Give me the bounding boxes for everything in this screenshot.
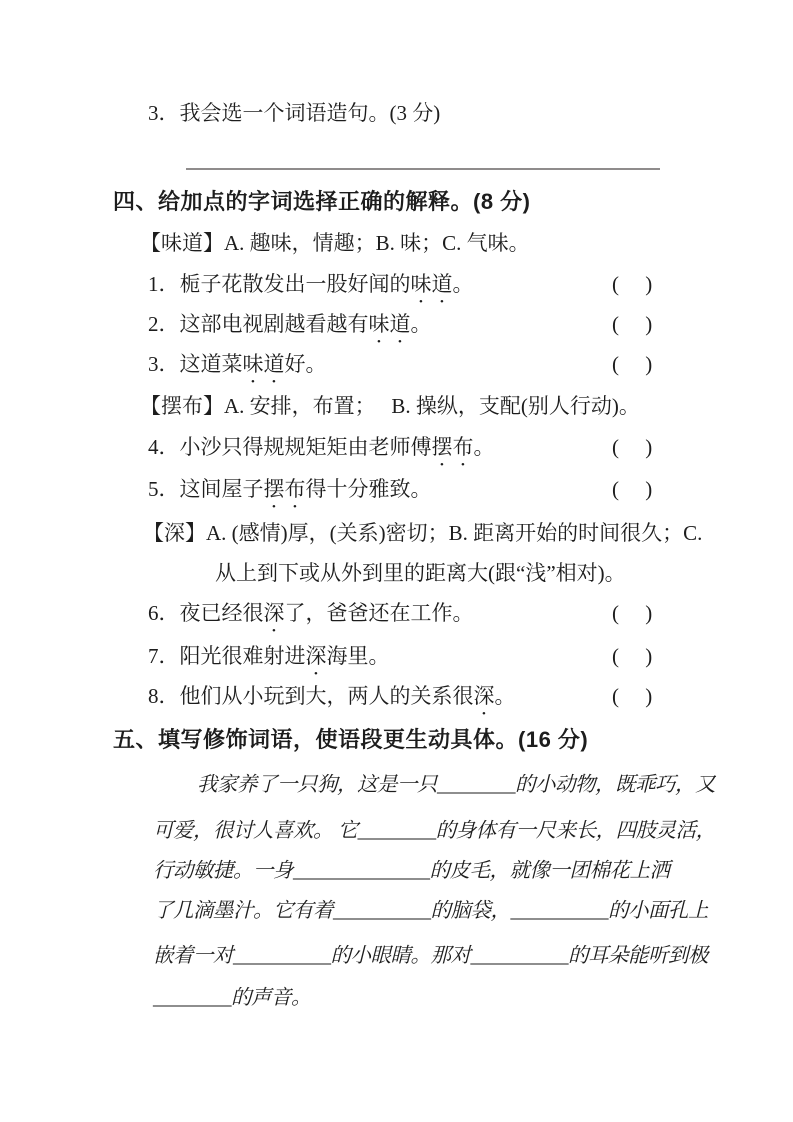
section-5-title: 五、填写修饰词语，使语段更生动具体。(16 分) [113,727,589,752]
question-3-pre: 这道菜 [179,352,243,376]
question-7-number: 7． [148,644,180,668]
fill-in-paragraph-line-2: 可爱，很讨人喜欢。 它________的身体有一尺来长，四肢灵活， [153,820,716,842]
question-7-answer-parens: ( ) [612,644,653,668]
question-5-number: 5． [148,477,180,501]
definition-shen-line2: 从上到下或从外到里的距离大(跟“浅”相对)。 [215,561,626,585]
question-1-emphasized-word: 味道 [410,272,453,296]
question-6-answer-parens: ( ) [612,601,653,625]
question-1-answer-parens: ( ) [612,272,653,296]
question-8-pre: 他们从小玩到大，两人的关系很 [179,684,474,708]
fill-in-paragraph-line-5: 嵌着一对__________的小眼睛。那对__________的耳朵能听到极 [153,945,708,967]
question-4-pre: 小沙只得规规矩矩由老师傅 [179,435,432,459]
question-7-text [148,643,390,680]
subquestion-3-label: 3．我会选一个词语造句。(3 分) [148,101,441,125]
question-3-text [148,351,327,388]
question-8-number: 8． [148,684,180,708]
fill-in-paragraph-line-6: ________的声音。 [153,987,311,1009]
question-6-number: 6． [148,601,180,625]
question-4-text [148,434,495,471]
question-3-answer-parens: ( ) [612,352,653,376]
question-1-pre: 栀子花散发出一股好闻的 [179,272,411,296]
question-2-answer-parens: ( ) [612,312,653,336]
fill-in-paragraph-line-1: 我家养了一只狗，这是一只________的小动物，既乖巧，又 [197,774,715,796]
question-2-pre: 这部电视剧越看越有 [179,312,369,336]
section-4-title: 四、给加点的字词选择正确的解释。(8 分) [113,189,531,214]
question-2-text [148,311,432,348]
question-8-answer-parens: ( ) [612,684,653,708]
question-6-post: 了，爸爸还在工作。 [284,601,474,625]
question-7-pre: 阳光很难射进 [179,644,306,668]
fill-in-paragraph-line-3: 行动敏捷。一身______________的皮毛，就像一团棉花上洒 [153,860,670,882]
question-8-emphasized-word: 深 [473,684,495,708]
question-1-post: 。 [452,272,474,296]
question-7-emphasized-word: 深 [305,644,327,668]
question-6-emphasized-word: 深 [263,601,285,625]
question-5-pre: 这间屋子 [179,477,264,501]
question-4-answer-parens: ( ) [612,435,653,459]
question-6-pre: 夜已经很 [179,601,264,625]
definition-baibu: 【摆布】A. 安排，布置； B. 操纵，支配(别人行动)。 [140,394,640,418]
question-4-emphasized-word: 摆布 [431,435,474,459]
question-3-emphasized-word: 味道 [242,352,285,376]
question-8-text [148,683,516,720]
question-2-emphasized-word: 味道 [368,312,411,336]
question-1-text [148,271,474,308]
question-1-number: 1． [148,272,180,296]
answer-blank-line [186,152,660,170]
question-3-number: 3． [148,352,180,376]
question-2-number: 2． [148,312,180,336]
question-3-post: 好。 [284,352,327,376]
question-7-post: 海里。 [326,644,390,668]
question-8-post: 。 [494,684,516,708]
definition-shen-line1: 【深】A. (感情)厚，(关系)密切；B. 距离开始的时间很久；C. [143,521,703,545]
question-4-post: 。 [473,435,495,459]
question-5-answer-parens: ( ) [612,477,653,501]
question-5-emphasized-word: 摆布 [263,477,306,501]
question-4-number: 4． [148,435,180,459]
question-5-text [148,476,432,513]
definition-weidao: 【味道】A. 趣味，情趣；B. 味；C. 气味。 [140,231,530,255]
fill-in-paragraph-line-4: 了几滴墨汁。它有着__________的脑袋，__________的小面孔上 [153,900,708,922]
question-2-post: 。 [410,312,432,336]
question-5-post: 得十分雅致。 [305,477,432,501]
question-6-text [148,600,474,637]
